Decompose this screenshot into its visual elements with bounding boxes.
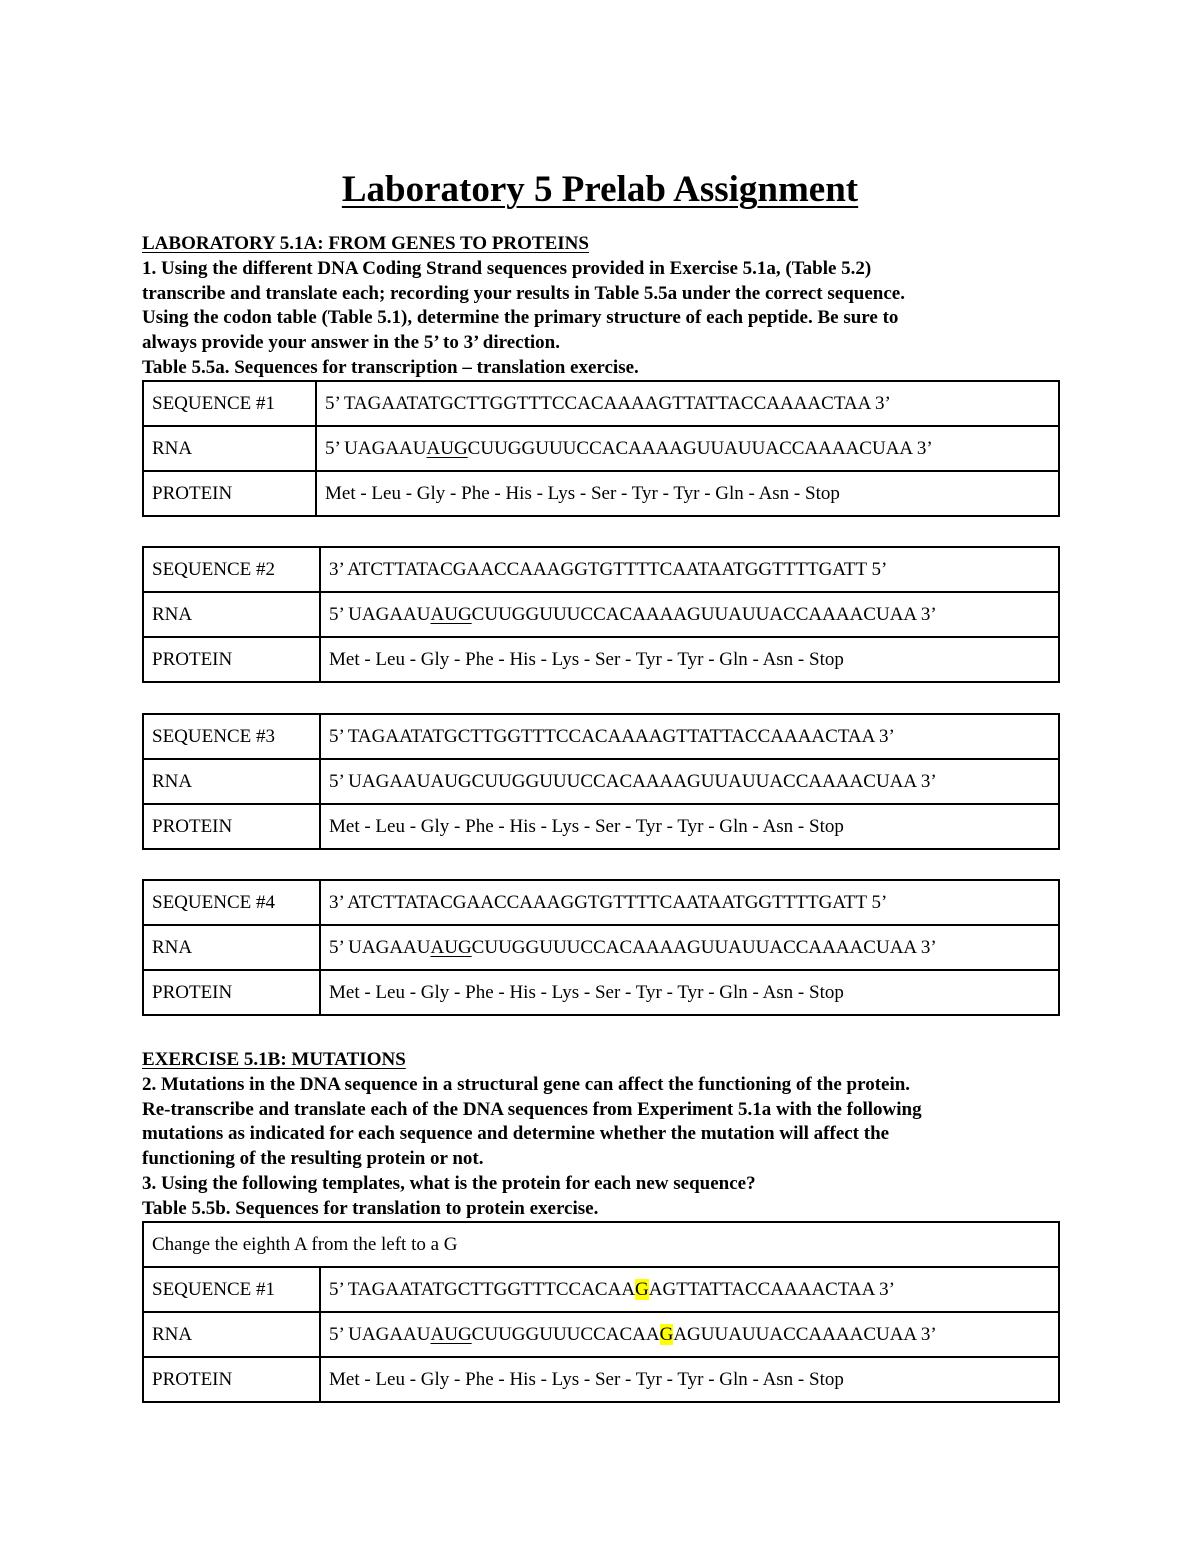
question-1-line: Using the codon table (Table 5.1), determine the primary structure of each peptide. Be sure to — [142, 307, 899, 329]
rna-suffix: CUUGGUUUCCACAAAAGUUAUUACCAAAACUAA 3’ — [467, 437, 933, 459]
rna-suffix: AGUUAUUACCAAAACUAA 3’ — [673, 1323, 937, 1345]
protein-sequence: Met - Leu - Gly - Phe - His - Lys - Ser - Tyr - Tyr - Gln - Asn - Stop — [320, 1357, 1059, 1402]
dna-sequence: 5’ TAGAATATGCTTGGTTTCCACAAAAGTTATTACCAAAACTAA 3’ — [316, 381, 1059, 426]
question-2-line: functioning of the resulting protein or not. — [142, 1148, 484, 1170]
dna-sequence: 3’ ATCTTATACGAACCAAAGGTGTTTTCAATAATGGTTTTGATT 5’ — [320, 880, 1059, 925]
table-row — [143, 1312, 1059, 1357]
section-a-heading: LABORATORY 5.1A: FROM GENES TO PROTEINS — [142, 233, 589, 254]
rna-prefix: 5’ UAGAAU — [329, 1323, 431, 1345]
rna-prefix: 5’ UAGAAU — [325, 437, 427, 459]
rna-sequence — [320, 925, 1059, 970]
table-row — [143, 1222, 1059, 1267]
table-row — [143, 471, 1059, 516]
mutation-instruction: Change the eighth A from the left to a G — [143, 1222, 1059, 1267]
protein-label: PROTEIN — [143, 1357, 320, 1402]
table-row — [143, 547, 1059, 592]
table-row — [143, 970, 1059, 1015]
table-row — [143, 592, 1059, 637]
question-3-line: 3. Using the following templates, what is the protein for each new sequence? — [142, 1172, 756, 1194]
rna-sequence — [320, 1312, 1059, 1357]
rna-prefix: 5’ UAGAAU — [329, 936, 431, 958]
mutated-base: G — [635, 1278, 649, 1300]
section-b-heading: EXERCISE 5.1B: MUTATIONS — [142, 1049, 406, 1070]
question-2-3 — [142, 1073, 1072, 1221]
sequence-label: SEQUENCE #2 — [143, 547, 320, 592]
rna-label: RNA — [143, 925, 320, 970]
question-2-line: mutations as indicated for each sequence and determine whether the mutation will affect the — [142, 1123, 890, 1145]
table-row — [143, 1357, 1059, 1402]
dna-prefix: 5’ TAGAATATGCTTGGTTTCCACAA — [329, 1278, 636, 1300]
protein-sequence: Met - Leu - Gly - Phe - His - Lys - Ser - Tyr - Tyr - Gln - Asn - Stop — [320, 804, 1059, 849]
sequence-1-table — [142, 380, 1060, 517]
mutation-table — [142, 1221, 1060, 1403]
sequence-label: SEQUENCE #1 — [143, 381, 316, 426]
start-codon: AUG — [426, 437, 468, 459]
protein-sequence: Met - Leu - Gly - Phe - His - Lys - Ser - Tyr - Tyr - Gln - Asn - Stop — [320, 637, 1059, 682]
table-5-5a-caption: Table 5.5a. Sequences for transcription – translation exercise. — [142, 356, 639, 378]
dna-sequence: 3’ ATCTTATACGAACCAAAGGTGTTTTCAATAATGGTTTTGATT 5’ — [320, 547, 1059, 592]
rna-suffix: CUUGGUUUCCACAAAAGUUAUUACCAAAACUAA 3’ — [471, 936, 937, 958]
table-row — [143, 925, 1059, 970]
protein-label: PROTEIN — [143, 970, 320, 1015]
mutated-base: G — [659, 1323, 674, 1345]
question-1-line: transcribe and translate each; recording your results in Table 5.5a under the correct sequence. — [142, 282, 905, 304]
rna-middle: CUUGGUUUCCACAA — [471, 1323, 660, 1345]
rna-sequence — [316, 426, 1059, 471]
table-row — [143, 714, 1059, 759]
start-codon: AUG — [430, 603, 472, 625]
rna-label: RNA — [143, 592, 320, 637]
rna-prefix: 5’ UAGAAU — [329, 603, 431, 625]
protein-label: PROTEIN — [143, 804, 320, 849]
table-row — [143, 1267, 1059, 1312]
rna-sequence — [320, 592, 1059, 637]
start-codon: AUG — [430, 936, 472, 958]
table-row — [143, 381, 1059, 426]
question-1 — [142, 257, 1072, 381]
table-row — [143, 759, 1059, 804]
question-2-line: 2. Mutations in the DNA sequence in a structural gene can affect the functioning of the protein. — [142, 1074, 911, 1095]
dna-sequence — [320, 1267, 1059, 1312]
question-2-line: Re-transcribe and translate each of the DNA sequences from Experiment 5.1a with the following — [142, 1098, 922, 1120]
rna-suffix: CUUGGUUUCCACAAAAGUUAUUACCAAAACUAA 3’ — [471, 603, 937, 625]
rna-label: RNA — [143, 759, 320, 804]
sequence-4-table — [142, 879, 1060, 1016]
table-row — [143, 880, 1059, 925]
protein-sequence: Met - Leu - Gly - Phe - His - Lys - Ser - Tyr - Tyr - Gln - Asn - Stop — [316, 471, 1059, 516]
table-row — [143, 804, 1059, 849]
protein-sequence: Met - Leu - Gly - Phe - His - Lys - Ser - Tyr - Tyr - Gln - Asn - Stop — [320, 970, 1059, 1015]
question-1-line: always provide your answer in the 5’ to 3’ direction. — [142, 332, 560, 354]
sequence-2-table — [142, 546, 1060, 683]
dna-sequence: 5’ TAGAATATGCTTGGTTTCCACAAAAGTTATTACCAAAACTAA 3’ — [320, 714, 1059, 759]
protein-label: PROTEIN — [143, 471, 316, 516]
table-row — [143, 637, 1059, 682]
sequence-label: SEQUENCE #3 — [143, 714, 320, 759]
rna-label: RNA — [143, 1312, 320, 1357]
sequence-label: SEQUENCE #4 — [143, 880, 320, 925]
sequence-3-table — [142, 713, 1060, 850]
sequence-label: SEQUENCE #1 — [143, 1267, 320, 1312]
question-1-line: 1. Using the different DNA Coding Strand sequences provided in Exercise 5.1a, (Table 5.2) — [142, 258, 872, 279]
page-title: Laboratory 5 Prelab Assignment — [341, 169, 859, 210]
table-row — [143, 426, 1059, 471]
table-5-5b-caption: Table 5.5b. Sequences for translation to protein exercise. — [142, 1197, 599, 1219]
start-codon: AUG — [430, 1323, 472, 1345]
protein-label: PROTEIN — [143, 637, 320, 682]
dna-suffix: AGTTATTACCAAAACTAA 3’ — [648, 1278, 895, 1300]
rna-sequence: 5’ UAGAAUAUGCUUGGUUUCCACAAAAGUUAUUACCAAAACUAA 3’ — [320, 759, 1059, 804]
rna-label: RNA — [143, 426, 316, 471]
